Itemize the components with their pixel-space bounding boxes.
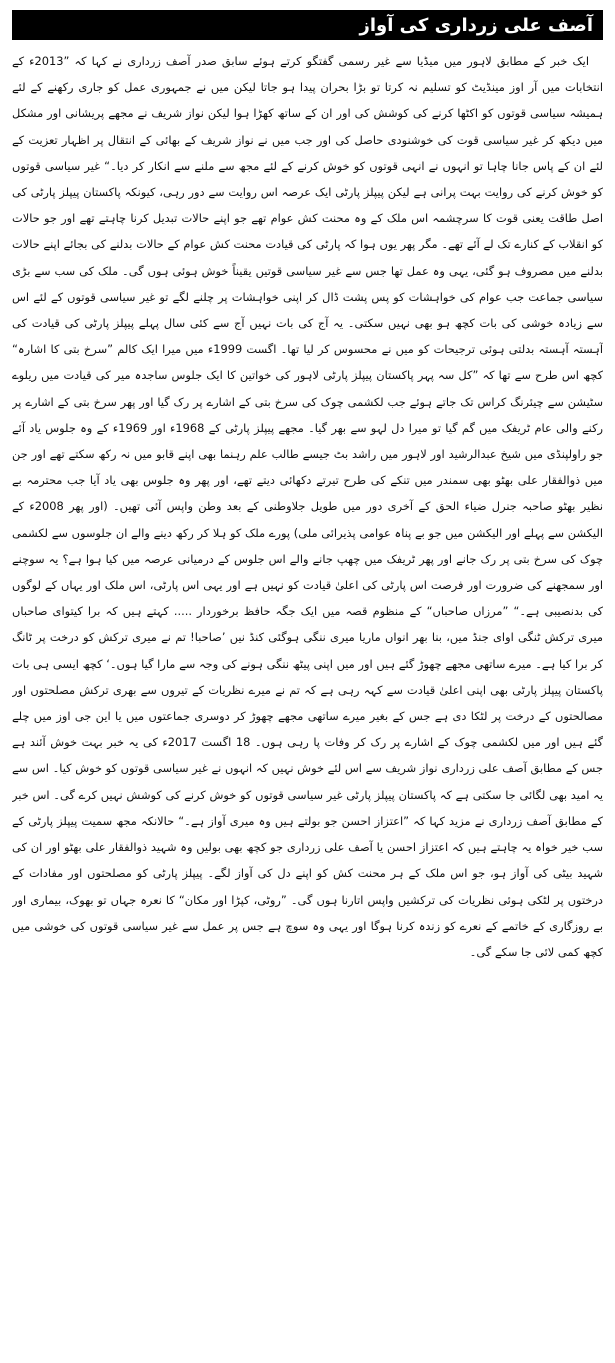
article-paragraph: ایک خبر کے مطابق لاہور میں میڈیا سے غیر رسمی گفتگو کرتے ہوئے سابق صدر آصف زرداری نے کہا کہ ”2013ء کے انتخابات میں آر اوز مینڈیٹ کو تسلیم نہ کرتا تو بڑا بحران پیدا ہو جاتا لیکن میں نے جمہوری عمل کو جاری رکھنے کے لئے ہمیشہ سیاسی قوتوں کو اکٹھا کرنے کی کوشش کی اور ان کے ساتھ کھڑا ہوا لیکن نواز شریف نے مجھے پریشانی اور مشکل میں دیکھ کر غیر سیاسی قوت کی خوشنودی حاصل کی اور جب میں نے نواز شریف کے بھائی کے انتقال پر اظہار تعزیت کے لئے ان کے پاس جانا چاہا تو انہوں نے انہی قوتوں کو خوش کرنے کے لئے مجھ سے ملنے سے انکار کر دیا۔“ غیر سیاسی قوتوں کو خوش کرنے کی روایت بہت پرانی ہے لیکن پیپلز پارٹی ایک عرصہ اس روایت سے دور رہی، کیونکہ پاکستان پیپلز پارٹی کی اصل طاقت یعنی قوت کا سرچشمہ اس ملک کے وہ محنت کش عوام تھے جو اپنے حالات تبدیل کرنا چاہتے تھے اور جو حالات کو انقلاب کے کنارے تک لے آئے تھے۔ مگر پھر یوں ہوا کہ پارٹی کی قیادت محنت کش عوام کے حالات بدلنے کی بجائے اپنے حالات بدلنے میں مصروف ہو گئی، یہی وہ عمل تھا جس سے غیر سیاسی قوتیں یقیناً خوش ہوئی ہوں گی۔ ملک کی سب سے بڑی سیاسی جماعت جب عوام کی خواہشات کو پس پشت ڈال کر اپنی خواہشات پر چلنے لگے تو غیر سیاسی قوتوں کے لئے اس سے زیادہ خوشی کی بات کچھ ہو بھی نہیں سکتی۔ یہ آج کی بات نہیں آج سے کئی سال پہلے پیپلز پارٹی کی قیادت کی آہستہ آہستہ بدلتی ہوئی ترجیحات کو میں نے محسوس کر لیا تھا۔ اگست 1999ء میں میرا ایک کالم ”سرخ بتی کا اشارہ“ کچھ اس طرح سے تھا کہ ”کل سہ پہر پاکستان پیپلز پارٹی لاہور کی خواتین کا ایک جلوس ساجدہ میر کی قیادت میں ریلوے سٹیشن سے چیئرنگ کراس تک جاتے ہوئے جب لکشمی چوک کی سرخ بتی کے اشارے پر رک گیا اور پھر سرخ بتی کے اشارے پر رکنے والی عام ٹریفک میں گم گیا تو میرا دل لہو سے بھر گیا۔ مجھے پیپلز پارٹی کے 1968ء اور 1969ء کے وہ جلوس یاد آئے جو راولپنڈی میں شیخ عبدالرشید اور لاہور میں راشد بٹ جیسے طالب علم رہنما بھی اپنے قابو میں نہ رکھ سکتے تھے اور جن میں ذوالفقار علی بھٹو بھی سمندر میں تنکے کی طرح تیرتے دکھائی دیتے تھے، اور پھر وہ جلوس بھی یاد آیا جب محترمہ بے نظیر بھٹو صاحبہ جنرل ضیاء الحق کے آخری دور میں طویل جلاوطنی کے بعد وطن واپس آئی تھیں۔ (اور پھر 2008ء کے الیکشن سے پہلے اور الیکشن میں جو بے پناہ عوامی پذیرائی ملی) پورے ملک کو ہلا کر رکھ دینے والے ان جلوسوں سے لکشمی چوک کی سرخ بتی پر رک جانے اور پھر ٹریفک میں چھپ جانے والے اس جلوس کے درمیانی عرصہ میں کیا ہوا ہے؟ یہ سوچنے اور سمجھنے کی ضرورت اور فرصت اس پارٹی کی اعلیٰ قیادت کو نہیں ہے اور یہی اس پارٹی، اس ملک اور یہاں کے لوگوں کی بدنصیبی ہے۔“ ”مرزاں صاحباں“ کے منظوم قصہ میں ایک جگہ حافظ برخوردار ..... کہتے ہیں کہ برا کیتوای صاحباں میری ترکش ٹنگی اوای جنڈ میں، بنا بھر انواں ماریا میری ننگی ہوگئی کنڈ نیں ’صاحبا! تم نے میری ترکش کو درخت پر ٹانگ کر برا کیا ہے۔ میرے ساتھی مجھے چھوڑ گئے ہیں اور میں اپنی پیٹھ ننگی ہونے کی وجہ سے مارا گیا ہوں۔‘ کچھ ایسی ہی بات پاکستان پیپلز پارٹی بھی اپنی اعلیٰ قیادت سے کہہ رہی ہے کہ تم نے میرے نظریات کے تیروں سے بھری ترکش مصلحتوں اور مصالحتوں کے درخت پر لٹکا دی ہے جس کے بغیر میرے ساتھی مجھے چھوڑ کر دوسری جماعتوں میں یا این جی اوز میں چلے گئے ہیں اور میں لکشمی چوک کے اشارے پر رک کر وفات پا رہی ہوں۔ 18 اگست 2017ء کی یہ خبر بہت خوش آئند ہے جس کے مطابق آصف علی زرداری نواز شریف سے اس لئے خوش نہیں کہ انہوں نے غیر سیاسی قوتوں کو خوش کیا۔ اس سے یہ امید بھی لگائی جا سکتی ہے کہ پاکستان پیپلز پارٹی غیر سیاسی قوتوں کو خوش کرنے کی کوشش نہیں کرے گی۔ اس خبر کے مطابق آصف زرداری نے مزید کہا کہ ”اعتزاز احسن جو بولتے ہیں وہ میری آواز ہے۔“ حالانکہ مجھ سمیت پیپلز پارٹی کے سب خیر خواہ یہ چاہتے ہیں کہ اعتزاز احسن یا آصف علی زرداری جو کچھ بھی بولیں وہ شہید ذوالفقار علی بھٹو اور ان کی شہید بیٹی کی آواز ہو، جو اس ملک کے ہر محنت کش کو اپنے دل کی آواز لگے۔ پیپلز پارٹی کو مصلحتوں اور مفادات کے درختوں پر لٹکی ہوئی نظریات کی ترکشیں واپس اتارنا ہوں گی۔ ”روٹی، کپڑا اور مکان“ کا نعرہ جہاں تو بھوک، بیماری اور بے روزگاری کے خاتمے کے نعرے کو زندہ کرنا ہوگا اور یہی وہ سوچ ہے جس پر عمل سے غیر سیاسی قوتوں کی خوشی میں کچھ کمی لائی جا سکے گی۔	[12, 54, 603, 959]
article-title: آصف علی زرداری کی آواز	[359, 14, 593, 36]
article-body	[12, 48, 603, 1358]
title-bar	[12, 10, 603, 40]
